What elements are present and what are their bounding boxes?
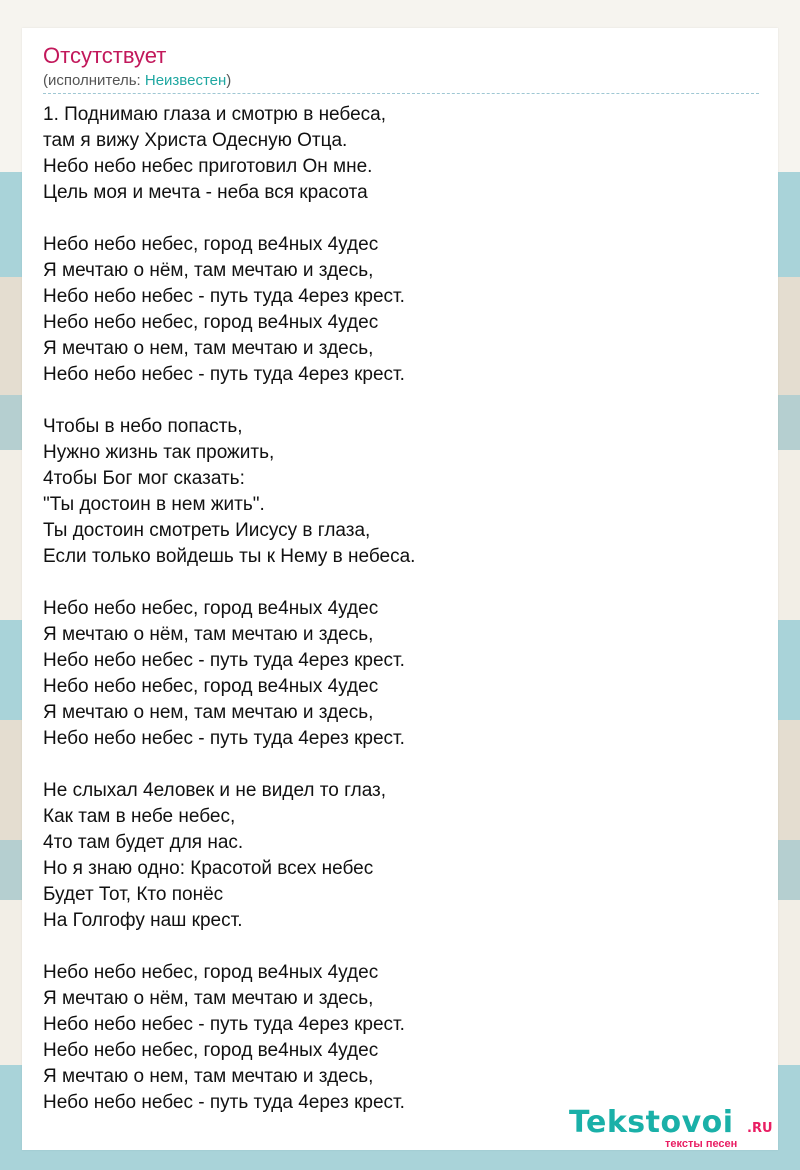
lyrics-text xyxy=(43,102,759,1116)
lyric-line: Небо небо небес - путь туда 4ерез крест. xyxy=(43,286,405,307)
lyric-line: Небо небо небес, город ве4ных 4удес xyxy=(43,962,379,983)
lyric-line xyxy=(43,570,759,596)
header-divider xyxy=(43,93,759,94)
lyric-line: Если только войдешь ты к Нему в небеса. xyxy=(43,546,416,567)
lyric-line: Цель моя и мечта - неба вся красота xyxy=(43,182,368,203)
lyric-line: 4то там будет для нас. xyxy=(43,832,244,853)
logo-tld: .RU xyxy=(747,1121,773,1136)
lyric-line: Небо небо небес - путь туда 4ерез крест. xyxy=(43,650,405,671)
lyric-line: Ты достоин смотреть Иисусу в глаза, xyxy=(43,520,371,541)
lyric-line: Я мечтаю о нем, там мечтаю и здесь, xyxy=(43,702,374,723)
lyric-line: Небо небо небес приготовил Он мне. xyxy=(43,156,373,177)
lyric-line xyxy=(43,752,759,778)
logo-name: Tekstovoi xyxy=(569,1105,734,1140)
lyric-line xyxy=(43,934,759,960)
lyric-line: Я мечтаю о нём, там мечтаю и здесь, xyxy=(43,260,374,281)
lyric-line: 1. Поднимаю глаза и смотрю в небеса, xyxy=(43,104,386,125)
lyric-line: Небо небо небес, город ве4ных 4удес xyxy=(43,598,379,619)
lyric-line: Я мечтаю о нём, там мечтаю и здесь, xyxy=(43,624,374,645)
lyric-line: Будет Тот, Кто понёс xyxy=(43,884,224,905)
lyrics-card xyxy=(22,28,778,1150)
artist-link[interactable]: Неизвестен xyxy=(144,72,227,89)
song-title: Отсутствует xyxy=(43,43,167,68)
lyric-line: Небо небо небес - путь туда 4ерез крест. xyxy=(43,728,405,749)
artist-suffix: ) xyxy=(226,72,232,89)
lyric-line: Небо небо небес - путь туда 4ерез крест. xyxy=(43,364,405,385)
lyric-line: Я мечтаю о нем, там мечтаю и здесь, xyxy=(43,338,374,359)
artist-line xyxy=(43,72,231,90)
lyric-line: Но я знаю одно: Красотой всех небес xyxy=(43,858,374,879)
lyric-line: Чтобы в небо попасть, xyxy=(43,416,243,437)
lyric-line: "Ты достоин в нем жить". xyxy=(43,494,265,515)
lyric-line: Нужно жизнь так прожить, xyxy=(43,442,275,463)
artist-prefix: (исполнитель: xyxy=(43,72,145,89)
lyric-line: 4тобы Бог мог сказать: xyxy=(43,468,245,489)
lyric-line: На Голгофу наш крест. xyxy=(43,910,243,931)
lyric-line xyxy=(43,388,759,414)
lyric-line: Я мечтаю о нем, там мечтаю и здесь, xyxy=(43,1066,374,1087)
lyric-line: Не слыхал 4еловек и не видел то глаз, xyxy=(43,780,387,801)
lyric-line: Небо небо небес - путь туда 4ерез крест. xyxy=(43,1092,405,1113)
lyric-line: Небо небо небес, город ве4ных 4удес xyxy=(43,234,379,255)
lyric-line: Небо небо небес - путь туда 4ерез крест. xyxy=(43,1014,405,1035)
lyric-line: Небо небо небес, город ве4ных 4удес xyxy=(43,1040,379,1061)
lyric-line: там я вижу Христа Одесную Отца. xyxy=(43,130,348,151)
lyric-line: Как там в небе небес, xyxy=(43,806,236,827)
site-logo[interactable] xyxy=(569,1105,779,1150)
lyric-line: Небо небо небес, город ве4ных 4удес xyxy=(43,312,379,333)
lyric-line xyxy=(43,206,759,232)
lyric-line: Я мечтаю о нём, там мечтаю и здесь, xyxy=(43,988,374,1009)
lyric-line: Небо небо небес, город ве4ных 4удес xyxy=(43,676,379,697)
logo-tagline: тексты песен xyxy=(665,1138,738,1150)
